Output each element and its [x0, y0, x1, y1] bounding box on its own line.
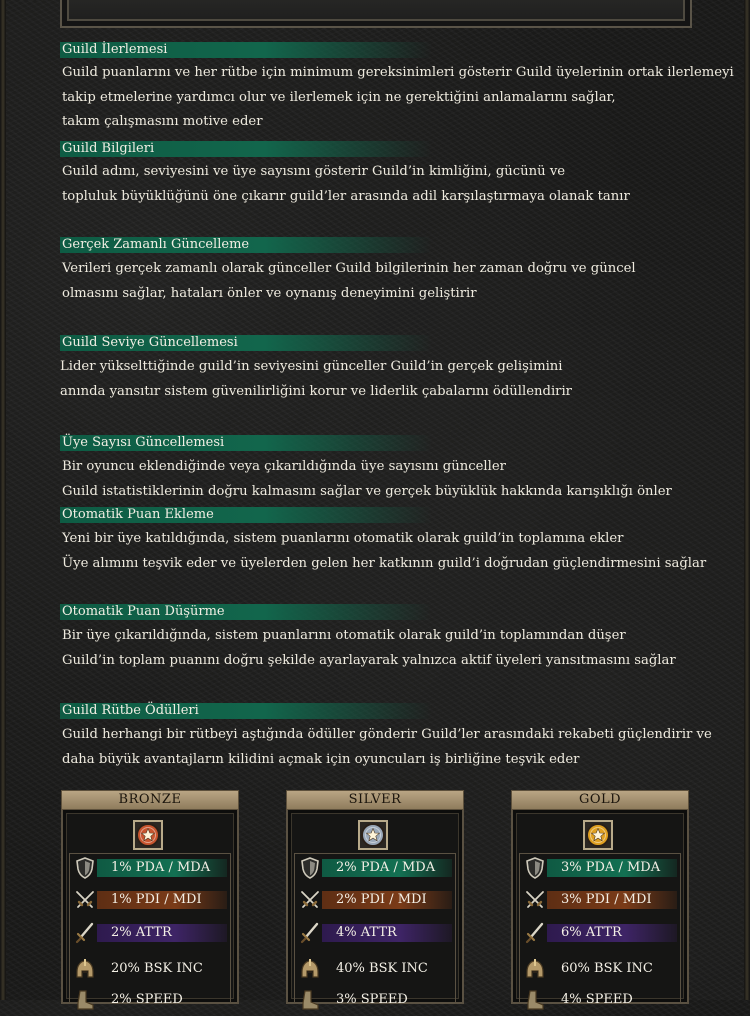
rank-card-silver — [286, 790, 464, 1007]
helmet-icon — [523, 957, 547, 981]
sword-icon — [73, 921, 97, 945]
boot-icon — [298, 988, 322, 1012]
crossed-swords-icon — [298, 888, 322, 912]
shield-icon — [73, 856, 97, 880]
stat-label: 4% ATTR — [322, 924, 452, 942]
rank-title: BRONZE — [61, 790, 239, 810]
shield-icon — [298, 856, 322, 880]
section-text: Guild puanlarını ve her rütbe için minimum gereksinimleri gösterir Guild üyelerinin ortak ilerlemeyi — [62, 65, 734, 80]
stat-row — [296, 988, 454, 1012]
stat-label: 6% ATTR — [547, 924, 677, 942]
stat-label: 40% BSK INC — [336, 961, 428, 976]
stat-row — [296, 888, 454, 912]
section-text: Guild’in toplam puanını doğru şekilde ayarlayarak yalnızca aktif üyeleri yansıtmasını sağlar — [62, 653, 676, 668]
rank-badge-icon — [583, 820, 613, 850]
stat-row — [296, 856, 454, 880]
stat-row — [71, 888, 229, 912]
section-title-auto-add-points: Otomatik Puan Ekleme — [60, 507, 432, 523]
boot-icon — [73, 988, 97, 1012]
stat-row — [521, 888, 679, 912]
helmet-icon — [298, 957, 322, 981]
shield-icon — [523, 856, 547, 880]
right-frame — [744, 0, 750, 1000]
section-text: Guild adını, seviyesini ve üye sayısını gösterir Guild’in kimliğini, gücünü ve — [62, 164, 566, 179]
rank-card-gold — [511, 790, 689, 1007]
stat-row — [296, 921, 454, 945]
stat-row — [71, 856, 229, 880]
stat-row — [71, 957, 229, 981]
boot-icon — [523, 988, 547, 1012]
section-title-guild-progress: Guild İlerlemesi — [60, 42, 432, 58]
section-text: Guild istatistiklerinin doğru kalmasını sağlar ve gerçek büyüklük hakkında karışıklığı önler — [62, 484, 672, 499]
stat-label: 3% SPEED — [336, 992, 408, 1007]
stat-label: 60% BSK INC — [561, 961, 653, 976]
stat-label: 2% PDA / MDA — [322, 859, 452, 877]
section-text: Guild herhangi bir rütbeyi aştığında ödüller gönderir Guild’ler arasındaki rekabeti güçlendirir ve — [62, 727, 712, 742]
section-title-level-update: Guild Seviye Güncellemesi — [60, 335, 432, 351]
stat-row — [521, 988, 679, 1012]
stat-label: 3% PDA / MDA — [547, 859, 677, 877]
sword-icon — [523, 921, 547, 945]
stat-label: 1% PDI / MDI — [97, 891, 227, 909]
section-text: topluluk büyüklüğünü öne çıkarır guild’ler arasında adil karşılaştırmaya olanak tanır — [62, 189, 630, 204]
rank-title: SILVER — [286, 790, 464, 810]
section-text: Bir üye çıkarıldığında, sistem puanlarını otomatik olarak guild’in toplamından düşer — [62, 628, 626, 643]
section-text: Üye alımını teşvik eder ve üyelerden gelen her katkının guild’i doğrudan güçlendirmesini sağlar — [62, 556, 707, 571]
stat-row — [71, 921, 229, 945]
section-text: Lider yükselttiğinde guild’in seviyesini günceller Guild’in gerçek gelişimini — [60, 359, 563, 374]
stat-label: 2% SPEED — [111, 992, 183, 1007]
section-text: takım çalışmasını motive eder — [62, 114, 263, 129]
section-title-rank-rewards: Guild Rütbe Ödülleri — [60, 703, 432, 719]
stat-row — [521, 921, 679, 945]
rank-title: GOLD — [511, 790, 689, 810]
stat-label: 1% PDA / MDA — [97, 859, 227, 877]
section-text: takip etmelerine yardımcı olur ve ilerlemek için ne gerektiğini anlamalarını sağlar, — [62, 90, 616, 105]
stat-label: 20% BSK INC — [111, 961, 203, 976]
rank-badge-icon — [133, 820, 163, 850]
section-text: Verileri gerçek zamanlı olarak günceller Guild bilgilerinin her zaman doğru ve güncel — [62, 261, 636, 276]
sword-icon — [298, 921, 322, 945]
section-text: daha büyük avantajların kilidini açmak için oyuncuları iş birliğine teşvik eder — [62, 752, 580, 767]
top-panel — [60, 0, 692, 28]
stat-label: 2% ATTR — [97, 924, 227, 942]
section-title-member-count: Üye Sayısı Güncellemesi — [60, 435, 432, 451]
stat-label: 2% PDI / MDI — [322, 891, 452, 909]
section-title-guild-info: Guild Bilgileri — [60, 141, 432, 157]
rank-badge-icon — [358, 820, 388, 850]
section-text: Bir oyuncu eklendiğinde veya çıkarıldığında üye sayısını günceller — [62, 459, 506, 474]
section-title-auto-deduct-points: Otomatik Puan Düşürme — [60, 604, 432, 620]
left-frame — [0, 0, 6, 1000]
helmet-icon — [73, 957, 97, 981]
section-title-realtime-update: Gerçek Zamanlı Güncelleme — [60, 237, 432, 253]
stat-row — [521, 856, 679, 880]
stat-label: 4% SPEED — [561, 992, 633, 1007]
stat-row — [521, 957, 679, 981]
section-text: anında yansıtır sistem güvenilirliğini korur ve liderlik çabalarını ödüllendirir — [60, 384, 572, 399]
stat-row — [71, 988, 229, 1012]
stat-row — [296, 957, 454, 981]
rank-card-bronze — [61, 790, 239, 1007]
stat-label: 3% PDI / MDI — [547, 891, 677, 909]
section-text: olmasını sağlar, hataları önler ve oynanış deneyimini geliştirir — [62, 286, 477, 301]
crossed-swords-icon — [523, 888, 547, 912]
crossed-swords-icon — [73, 888, 97, 912]
section-text: Yeni bir üye katıldığında, sistem puanlarını otomatik olarak guild’in toplamına ekler — [62, 531, 624, 546]
